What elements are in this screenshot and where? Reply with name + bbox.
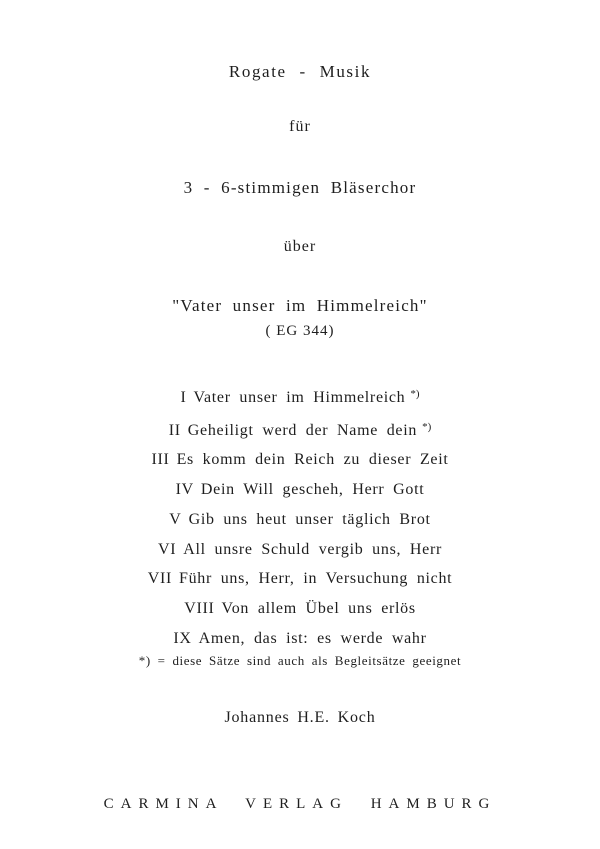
movement-item-6 [0,535,600,565]
composer-name: Johannes H.E. Koch [224,709,376,726]
movement-numeral: IV [175,481,194,499]
movement-numeral: VII [147,570,172,588]
movement-title: Von allem Übel uns erlös [221,599,416,617]
movement-title: Es komm dein Reich zu dieser Zeit [176,451,449,469]
movement-numeral: VI [157,540,177,558]
movement-item-2 [0,413,600,446]
footnote-marker: *) [422,420,432,433]
for-label: für [289,118,311,135]
footnote-marker: *) [410,388,420,400]
work-title: Rogate - Musik [228,62,372,81]
movement-title: Vater unser im Himmelreich [193,389,406,406]
over-label: über [283,238,317,255]
footnote-legend: *) = diese Sätze sind auch als Begleitsätze geeignet [138,653,462,668]
movement-numeral: IX [173,629,192,647]
movement-item-9 [0,624,600,654]
hymn-reference: ( EG 344) [265,323,335,339]
ensemble-description: 3 - 6-stimmigen Bläserchor [183,178,417,197]
movement-item-3 [0,445,600,475]
movement-item-7 [0,564,600,594]
movement-numeral: I [180,389,187,406]
movement-item-5 [0,505,600,535]
movement-item-1 [0,380,600,413]
movement-title: Amen, das ist: es werde wahr [198,629,427,647]
movement-title: Führ uns, Herr, in Versuchung nicht [179,570,453,588]
movement-title: Dein Will gescheh, Herr Gott [200,481,425,499]
movement-numeral: V [169,510,182,528]
movement-title: Geheiligt werd der Name dein [187,421,418,439]
movement-numeral: VIII [184,599,215,617]
movement-numeral: III [151,451,170,469]
movement-item-8 [0,594,600,624]
movement-numeral: II [168,421,181,439]
movement-list [0,380,600,653]
hymn-title: "Vater unser im Himmelreich" [172,296,428,315]
publisher-imprint: CARMINA VERLAG HAMBURG [103,796,497,812]
movement-title: All unsre Schuld vergib uns, Herr [183,540,443,558]
movement-item-4 [0,475,600,505]
movement-title: Gib uns heut unser täglich Brot [188,510,431,528]
